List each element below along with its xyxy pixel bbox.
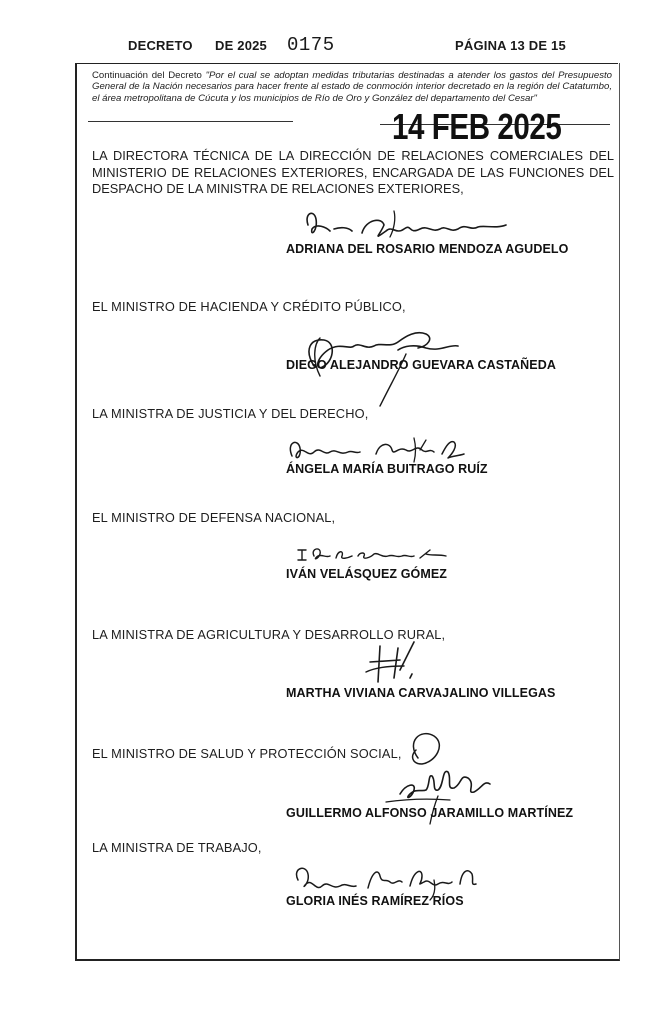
signatory-name-ramirez: GLORIA INÉS RAMÍREZ RÍOS	[286, 894, 464, 908]
signature-carvajalino	[360, 638, 440, 688]
signatory-name-velasquez: IVÁN VELÁSQUEZ GÓMEZ	[286, 567, 448, 581]
signatory-role-justice: LA MINISTRA DE JUSTICIA Y DEL DERECHO,	[92, 406, 369, 421]
date-stamp: 14 FEB 2025	[392, 106, 562, 147]
signatory-name-buitrago: ÁNGELA MARÍA BUITRAGO RUÍZ	[286, 462, 488, 476]
decree-title: "Por el cual se adoptan medidas tributarias destinadas a atender los gastos del Presupuesto General de la Nación necesarios para hacer frente al estado de conmoción interior decretado en la región del Catatumbo, el área metropolitana de Cúcuta y los municipios de Río de Oro y González del departamento del Cesar"	[92, 70, 612, 104]
signatory-role-health: EL MINISTRO DE SALUD Y PROTECCIÓN SOCIAL,	[92, 746, 402, 761]
signatory-role-defense: EL MINISTRO DE DEFENSA NACIONAL,	[92, 510, 336, 525]
signatory-name-guevara: DIEGO ALEJANDRO GUEVARA CASTAÑEDA	[286, 358, 556, 372]
continuation-note	[92, 70, 612, 104]
signatory-role-labor: LA MINISTRA DE TRABAJO,	[92, 840, 262, 855]
signatory-role-finance: EL MINISTRO DE HACIENDA Y CRÉDITO PÚBLICO,	[92, 299, 406, 314]
continuation-rule	[88, 121, 293, 122]
signatory-name-carvajalino: MARTHA VIVIANA CARVAJALINO VILLEGAS	[286, 686, 556, 700]
signatory-role-foreign-affairs: LA DIRECTORA TÉCNICA DE LA DIRECCIÓN DE RELACIONES COMERCIALES DEL MINISTERIO DE RELACIONES EXTERIORES, ENCARGADA DE LAS FUNCIONES DEL DESPACHO DE LA MINISTRA DE RELACIONES EXTERIORES,	[92, 148, 614, 196]
continuation-lead: Continuación del Decreto	[92, 70, 206, 81]
signature-buitrago	[280, 432, 480, 466]
signature-mendoza	[300, 205, 520, 245]
signature-velasquez	[296, 544, 476, 566]
signatory-name-mendoza: ADRIANA DEL ROSARIO MENDOZA AGUDELO	[286, 242, 569, 256]
decree-label: DECRETO	[128, 38, 193, 53]
signatory-role-agriculture: LA MINISTRA DE AGRICULTURA Y DESARROLLO RURAL,	[92, 627, 446, 642]
signatory-name-jaramillo: GUILLERMO ALFONSO JARAMILLO MARTÍNEZ	[286, 806, 574, 820]
decree-number: 0175	[287, 34, 335, 56]
page-number: PÁGINA 13 DE 15	[455, 38, 566, 53]
decree-year: DE 2025	[215, 38, 267, 53]
